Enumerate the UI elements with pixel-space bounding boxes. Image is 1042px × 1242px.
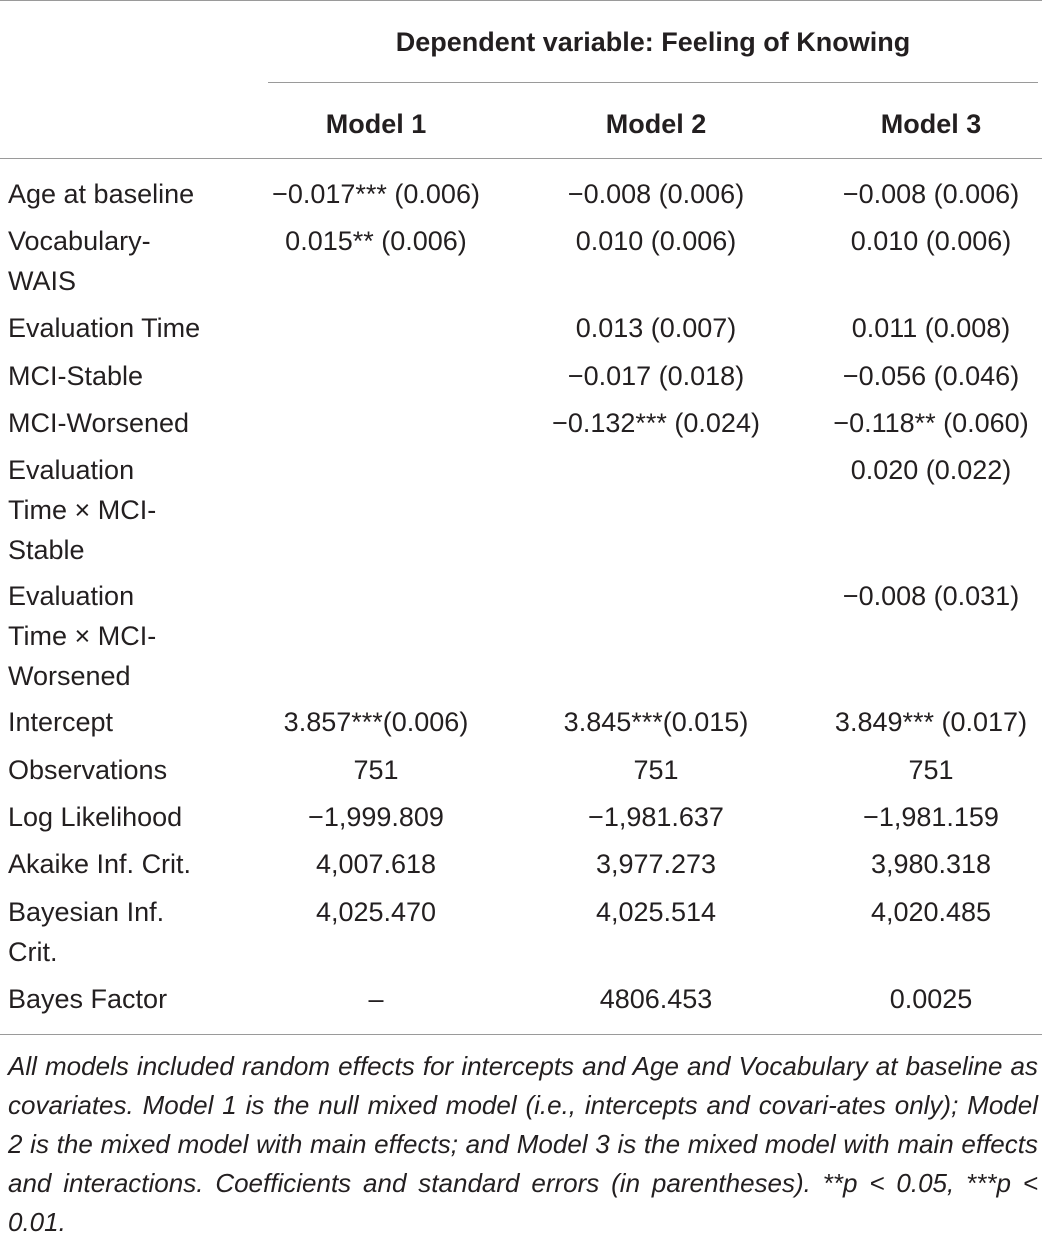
row-label: Evaluation Time × MCI- Stable [8,455,157,565]
model-1-value: −0.017*** (0.006) [272,179,480,209]
model-3-value: 4,020.485 [870,897,992,927]
model-2-value: 4806.453 [599,984,713,1014]
model-3-value: −0.056 (0.046) [842,361,1020,391]
model-1-value: 751 [353,755,399,785]
model-1-value: 3.857***(0.006) [283,707,469,737]
model-3-value: 3.849*** (0.017) [834,707,1028,737]
model-2-value: −1,981.637 [588,802,724,832]
model-3-header: Model 3 [880,109,982,139]
row-label: Vocabulary- WAIS [8,226,151,296]
table-footnote: All models included random effects for intercepts and Age and Vocabulary at baseline as covariates. Model 1 is the null mixed model (i.e., intercepts and covari-ates only); Model 2 is the mixed model with main effects; and Model 3 is the mixed model with main effects and interactions. Coefficients and standard errors (in parentheses). **p < 0.05, ***p < 0.01. [8,1051,1038,1237]
row-label: Bayesian Inf. Crit. [8,897,165,967]
row-label: Evaluation Time [8,313,201,343]
model-3-value: 0.0025 [889,984,973,1014]
model-3-value: 0.011 (0.008) [851,313,1011,343]
model-1-value: −1,999.809 [308,802,444,832]
bottom-rule [0,1034,1042,1035]
model-2-value: −0.132*** (0.024) [552,408,760,438]
row-label: MCI-Worsened [8,408,190,438]
row-label: MCI-Stable [8,361,144,391]
model-2-value: −0.008 (0.006) [567,179,745,209]
model-3-value: −0.118** (0.060) [833,408,1029,438]
model-3-value: 3,980.318 [870,849,992,879]
model-1-value: 0.015** (0.006) [285,226,467,256]
model-2-value: 0.010 (0.006) [575,226,737,256]
model-3-value: −0.008 (0.006) [842,179,1020,209]
model-2-value: 4,025.514 [595,897,717,927]
model-2-value: 751 [633,755,679,785]
model-3-value: 751 [908,755,954,785]
row-label: Intercept [8,707,114,737]
model-1-value: 4,025.470 [315,897,437,927]
model-2-value: −0.017 (0.018) [567,361,745,391]
model-3-value: 0.020 (0.022) [850,455,1012,485]
spanning-header: Dependent variable: Feeling of Knowing [395,27,911,57]
model-3-value: −1,981.159 [863,802,999,832]
top-rule [0,0,1042,1]
model-1-header: Model 1 [325,109,427,139]
row-label: Bayes Factor [8,984,168,1014]
row-label: Observations [8,755,168,785]
model-1-value: – [368,984,384,1014]
model-2-value: 3,977.273 [595,849,717,879]
spanner-rule [268,82,1038,83]
model-3-value: 0.010 (0.006) [850,226,1012,256]
header-rule [0,158,1042,159]
model-3-value: −0.008 (0.031) [842,581,1020,611]
model-2-header: Model 2 [605,109,707,139]
model-2-value: 3.845***(0.015) [563,707,749,737]
row-label: Akaike Inf. Crit. [8,849,192,879]
row-label: Log Likelihood [8,802,183,832]
model-1-value: 4,007.618 [315,849,437,879]
row-label: Evaluation Time × MCI- Worsened [8,581,157,691]
model-2-value: 0.013 (0.007) [575,313,737,343]
row-label: Age at baseline [8,179,195,209]
